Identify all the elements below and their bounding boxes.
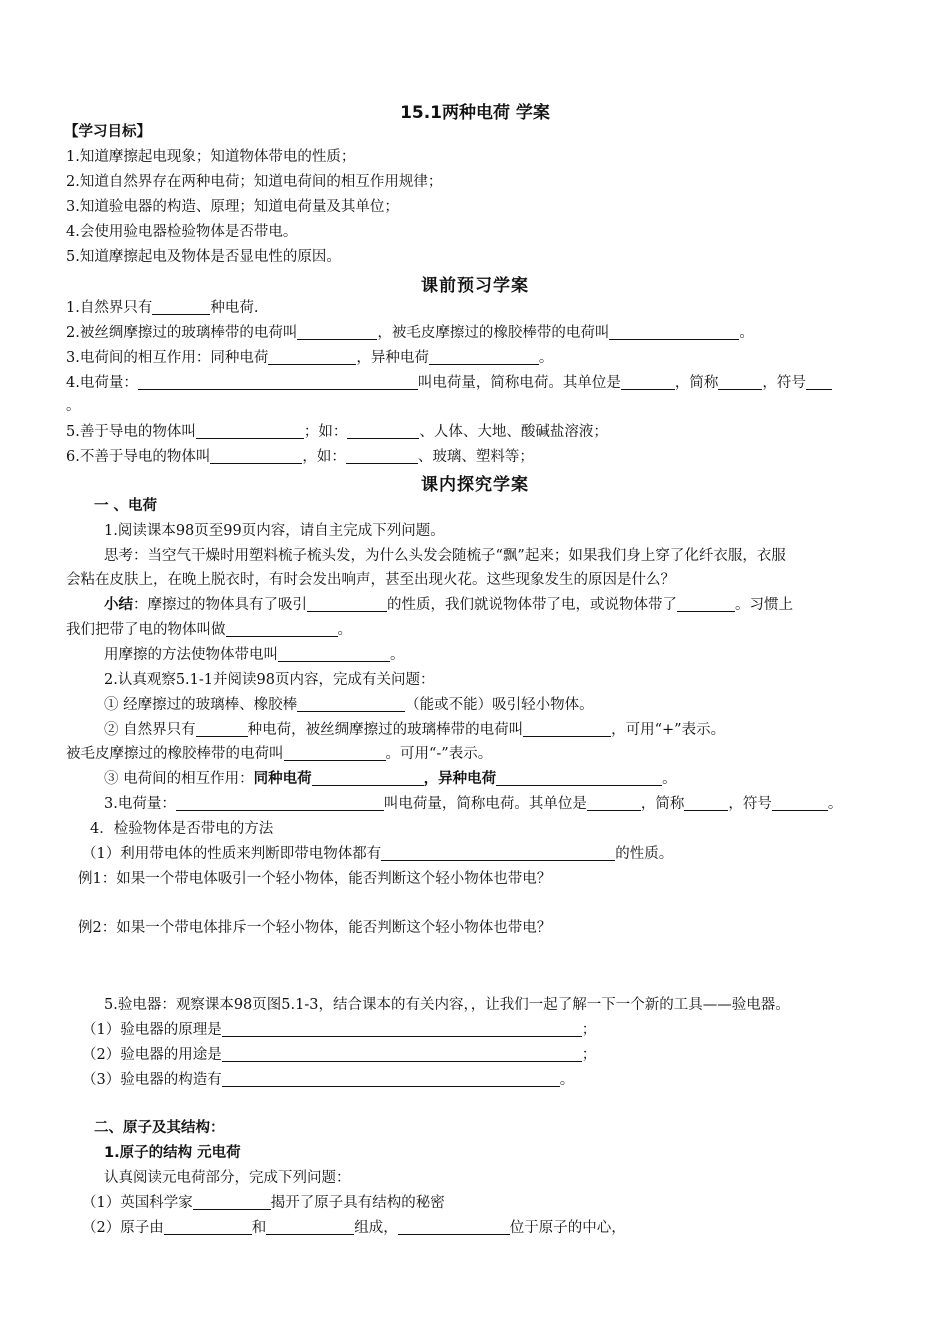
think-line-1: 思考：当空气干燥时用塑料梳子梳头发，为什么头发会随梳子“飘”起来；如果我们身上穿了化纤衣服，衣服 — [104, 548, 786, 564]
summary-text-mid: 的性质，我们就说物体带了电，或说物体带了 — [387, 597, 677, 613]
answer-blank[interactable] — [429, 349, 539, 365]
a2-text: （2）原子由 — [82, 1220, 164, 1236]
p3-text-mid2: ，简称 — [640, 796, 685, 812]
answer-blank[interactable] — [718, 374, 762, 390]
objectives-header: 【学习目标】 — [64, 124, 151, 140]
item-c2-cont — [66, 745, 492, 763]
answer-blank[interactable] — [621, 374, 675, 390]
summary2-text: 我们把带了电的物体叫做 — [66, 622, 226, 638]
answer-blank[interactable] — [226, 621, 338, 637]
summary-line-2 — [66, 621, 352, 639]
q1-text-end: 种电荷. — [210, 300, 259, 316]
rub-text: 用摩擦的方法使物体带电叫 — [104, 647, 278, 663]
answer-blank[interactable] — [196, 423, 304, 439]
c1-text-end: （能或不能）吸引轻小物体。 — [405, 697, 594, 713]
p4-1-end: 的性质。 — [615, 846, 674, 862]
answer-blank[interactable] — [297, 696, 405, 712]
p3-end: 。 — [827, 796, 843, 812]
item-c2 — [104, 721, 725, 739]
atom-read: 认真阅读元电荷部分，完成下列问题： — [104, 1170, 351, 1186]
e3-text: （3）验电器的构造有 — [82, 1072, 222, 1088]
answer-blank[interactable] — [677, 596, 735, 612]
q4-text-mid2: ，简称 — [674, 375, 719, 391]
answer-blank[interactable] — [176, 795, 384, 811]
answer-blank[interactable] — [587, 795, 641, 811]
q1-text: 1.自然界只有 — [66, 300, 153, 316]
c3-same: 同种电荷 — [253, 771, 312, 787]
electroscope-q3 — [82, 1071, 574, 1089]
p3-text-mid: 叫电荷量，简称电荷。其单位是 — [383, 796, 587, 812]
preview-q3 — [66, 349, 553, 367]
answer-blank[interactable] — [772, 795, 828, 811]
answer-blank[interactable] — [398, 1219, 510, 1235]
q2-text: 2.被丝绸摩擦过的玻璃棒带的电荷叫 — [66, 325, 298, 341]
objective-item: 2.知道自然界存在两种电荷；知道电荷间的相互作用规律； — [66, 174, 443, 190]
e1-text: （1）验电器的原理是 — [82, 1022, 222, 1038]
answer-blank[interactable] — [284, 745, 386, 761]
explore-p4: 4．检验物体是否带电的方法 — [90, 821, 274, 837]
objective-item: 5.知道摩擦起电及物体是否显电性的原因。 — [66, 249, 341, 265]
objective-item: 4.会使用验电器检验物体是否带电。 — [66, 224, 298, 240]
page-title: 15.1两种电荷 学案 — [400, 103, 550, 123]
q4-text-mid3: ，符号 — [762, 375, 806, 391]
rub-line — [104, 646, 405, 664]
summary-label: 小结 — [104, 597, 133, 613]
q4-text: 4.电荷量： — [66, 375, 138, 391]
answer-blank[interactable] — [496, 770, 662, 786]
p3-text: 3.电荷量： — [104, 796, 176, 812]
rub-end: 。 — [390, 647, 405, 663]
explore-p3 — [104, 795, 842, 813]
electroscope-q2 — [82, 1046, 596, 1064]
example-1: 例1：如果一个带电体吸引一个轻小物体，能否判断这个轻小物体也带电？ — [78, 871, 552, 887]
think-line-2: 会粘在皮肤上，在晚上脱衣时，有时会发出响声，甚至出现火花。这些现象发生的原因是什么？ — [66, 572, 675, 588]
c3-text: ③ 电荷间的相互作用： — [104, 771, 254, 787]
q5-text: 5.善于导电的物体叫 — [66, 424, 196, 440]
answer-blank[interactable] — [806, 374, 832, 390]
q6-text-end: 、玻璃、塑料等； — [417, 449, 534, 465]
summary2-end: 。 — [337, 622, 352, 638]
a2-end: 位于原子的中心， — [509, 1220, 626, 1236]
answer-blank[interactable] — [196, 721, 248, 737]
preview-q4 — [66, 374, 832, 392]
q6-text: 6.不善于导电的物体叫 — [66, 449, 211, 465]
e3-end: 。 — [559, 1072, 575, 1088]
summary-line-1 — [104, 596, 793, 614]
p4-1-text: （1）利用带电体的性质来判断即带电物体都有 — [82, 846, 382, 862]
section-charge-heading: 一 、电荷 — [94, 498, 158, 514]
explore-p5: 5.验电器：观察课本98页图5.1-3，结合课本的有关内容，，让我们一起了解一下一个新的工具——验电器。 — [104, 997, 790, 1013]
answer-blank[interactable] — [164, 1219, 252, 1235]
preview-q4-end: 。 — [66, 398, 81, 414]
answer-blank[interactable] — [346, 448, 418, 464]
answer-blank[interactable] — [307, 596, 387, 612]
q4-text-mid: 叫电荷量，简称电荷。其单位是 — [417, 375, 621, 391]
q3-text: 3.电荷间的相互作用：同种电荷 — [66, 350, 269, 366]
electroscope-q1 — [82, 1021, 596, 1039]
c2-cont-end: 。可用“-”表示。 — [385, 746, 493, 762]
explore-heading: 课内探究学案 — [421, 475, 529, 495]
summary-text-end: 。习惯上 — [735, 597, 793, 613]
summary-text: ：摩擦过的物体具有了吸引 — [133, 597, 307, 613]
a1-text: （1）英国科学家 — [82, 1195, 193, 1211]
q2-text-mid: ，被毛皮摩擦过的橡胶棒带的电荷叫 — [377, 325, 610, 341]
c2-text-end: ，可用“+”表示。 — [611, 722, 726, 738]
answer-blank[interactable] — [268, 349, 356, 365]
q3-text-mid: ，异种电荷 — [356, 350, 429, 366]
q6-text-mid: ，如： — [302, 449, 346, 465]
example-2: 例2：如果一个带电体排斥一个轻小物体，能否判断这个轻小物体也带电？ — [78, 920, 552, 936]
preview-q2 — [66, 324, 754, 342]
explore-p2: 2.认真观察5.1-1并阅读98页内容，完成有关问题： — [104, 672, 435, 688]
preview-q5 — [66, 423, 608, 441]
answer-blank[interactable] — [609, 324, 739, 340]
q3-text-end: 。 — [538, 350, 554, 366]
objective-item: 3.知道验电器的构造、原理；知道电荷量及其单位； — [66, 199, 399, 215]
objective-item: 1.知道摩擦起电现象；知道物体带电的性质； — [66, 149, 356, 165]
q2-text-end: 。 — [739, 325, 754, 341]
answer-blank[interactable] — [381, 845, 615, 861]
e1-end: ； — [581, 1022, 597, 1038]
atom-q2 — [82, 1219, 626, 1237]
preview-q1 — [66, 299, 258, 317]
a2-text-mid2: 组成， — [354, 1220, 398, 1236]
explore-p4-1 — [82, 845, 673, 863]
answer-blank[interactable] — [222, 1021, 582, 1037]
answer-blank[interactable] — [312, 770, 424, 786]
answer-blank[interactable] — [523, 721, 611, 737]
answer-blank[interactable] — [297, 324, 377, 340]
answer-blank[interactable] — [684, 795, 728, 811]
p3-text-mid3: ，符号 — [728, 796, 772, 812]
answer-blank[interactable] — [193, 1194, 271, 1210]
e2-end: ； — [581, 1047, 597, 1063]
answer-blank[interactable] — [210, 448, 302, 464]
answer-blank[interactable] — [266, 1219, 354, 1235]
preview-q6 — [66, 448, 534, 466]
answer-blank[interactable] — [222, 1071, 560, 1087]
answer-blank[interactable] — [222, 1046, 582, 1062]
c3-end: 。 — [662, 771, 677, 787]
atom-q1 — [82, 1194, 445, 1212]
c2-text-mid: 种电荷，被丝绸摩擦过的玻璃棒带的电荷叫 — [247, 722, 524, 738]
e2-text: （2）验电器的用途是 — [82, 1047, 222, 1063]
item-c1 — [104, 696, 594, 714]
section-atom-heading: 二、原子及其结构： — [94, 1120, 225, 1136]
answer-blank[interactable] — [347, 423, 419, 439]
answer-blank[interactable] — [152, 299, 210, 315]
a2-text-mid: 和 — [251, 1220, 267, 1236]
a1-end: 揭开了原子具有结构的秘密 — [270, 1195, 445, 1211]
atom-subheading: 1.原子的结构 元电荷 — [104, 1145, 241, 1161]
q5-text-end: 、人体、大地、酸碱盐溶液； — [419, 424, 608, 440]
q5-text-mid: ；如： — [303, 424, 348, 440]
c2-cont-text: 被毛皮摩擦过的橡胶棒带的电荷叫 — [66, 746, 284, 762]
preview-heading: 课前预习学案 — [421, 276, 529, 296]
c2-text: ② 自然界只有 — [104, 722, 196, 738]
answer-blank[interactable] — [278, 646, 390, 662]
c3-diff: ，异种电荷 — [423, 771, 497, 787]
item-c3 — [104, 770, 677, 788]
answer-blank[interactable] — [138, 374, 418, 390]
explore-p1: 1.阅读课本98页至99页内容，请自主完成下列问题。 — [104, 523, 445, 539]
c1-text: ① 经摩擦过的玻璃棒、橡胶棒 — [104, 697, 298, 713]
